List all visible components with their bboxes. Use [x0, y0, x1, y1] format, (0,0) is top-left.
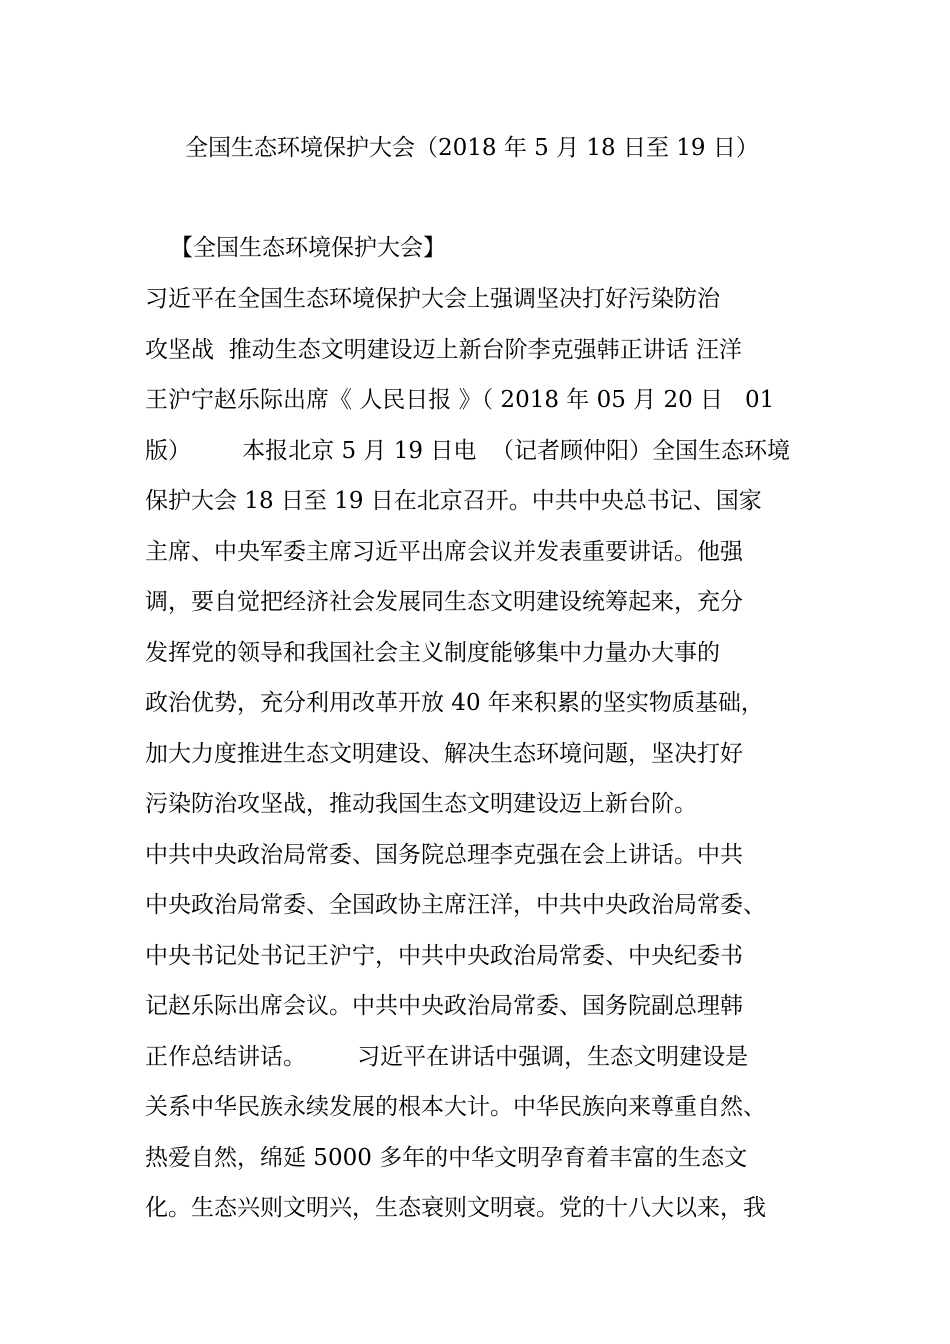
- body-line: 版） 本报北京 5 月 19 日电 （记者顾仲阳）全国生态环境: [145, 437, 790, 464]
- body-line: 正作总结讲话。 习近平在讲话中强调，生态文明建设是: [145, 1043, 749, 1070]
- document-title: 全国生态环境保护大会（2018 年 5 月 18 日至 19 日）: [185, 135, 759, 161]
- body-line: 中央政治局常委、全国政协主席汪洋，中共中央政治局常委、: [145, 892, 766, 918]
- body-line: 调，要自觉把经济社会发展同生态文明建设统筹起来，充分: [145, 589, 743, 615]
- body-line: 发挥党的领导和我国社会主义制度能够集中力量办大事的: [145, 639, 720, 666]
- body-line: 热爱自然，绵延 5000 多年的中华文明孕育着丰富的生态文: [145, 1144, 748, 1171]
- body-line: 污染防治攻坚战，推动我国生态文明建设迈上新台阶。: [145, 791, 697, 817]
- body-line: 主席、中央军委主席习近平出席会议并发表重要讲话。他强: [145, 538, 743, 565]
- body-line: 王沪宁赵乐际出席《 人民日报 》（ 2018 年 05 月 20 日 01: [145, 387, 775, 413]
- body-line: 中央书记处书记王沪宁，中共中央政治局常委、中央纪委书: [145, 942, 743, 969]
- body-line: 习近平在全国生态环境保护大会上强调坚决打好污染防治: [145, 286, 720, 312]
- section-heading: 【全国生态环境保护大会】: [170, 235, 446, 261]
- body-line: 中共中央政治局常委、国务院总理李克强在会上讲话。中共: [145, 841, 743, 868]
- body-line: 加大力度推进生态文明建设、解决生态环境问题，坚决打好: [145, 740, 743, 767]
- body-line: 记赵乐际出席会议。中共中央政治局常委、国务院副总理韩: [145, 993, 743, 1019]
- body-line: 政治优势，充分利用改革开放 40 年来积累的坚实物质基础，: [145, 690, 764, 716]
- body-line: 攻坚战 推动生态文明建设迈上新台阶李克强韩正讲话 汪洋: [145, 336, 742, 363]
- body-line: 保护大会 18 日至 19 日在北京召开。中共中央总书记、国家: [145, 488, 762, 514]
- body-line: 关系中华民族永续发展的根本大计。中华民族向来尊重自然、: [145, 1094, 766, 1120]
- body-line: 化。生态兴则文明兴，生态衰则文明衰。党的十八大以来，我: [145, 1195, 766, 1221]
- article-body: [145, 283, 825, 1243]
